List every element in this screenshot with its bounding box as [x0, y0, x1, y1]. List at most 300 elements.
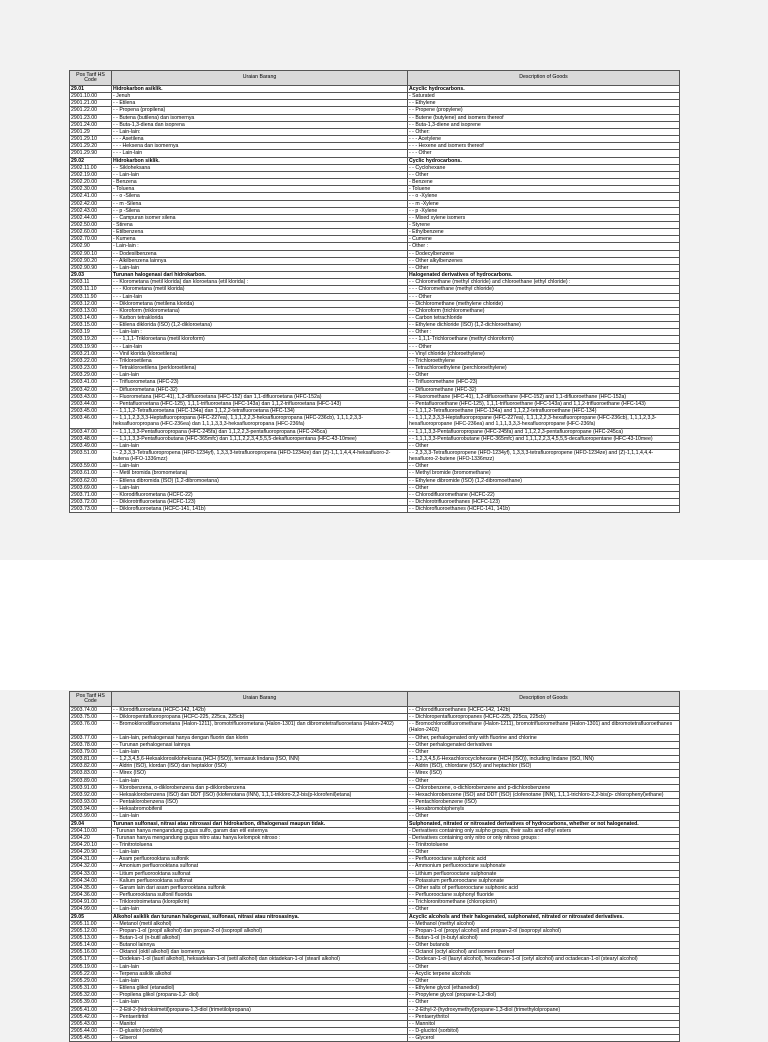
uraian-cell: Turunan halogenasi dari hidrokarbon.	[112, 272, 408, 279]
hs-code-cell: 2903.42.00	[70, 386, 112, 393]
table-row	[70, 279, 680, 286]
table-row	[70, 221, 680, 228]
table-row	[70, 734, 680, 741]
uraian-cell: - - Lain-lain	[112, 463, 408, 470]
uraian-cell: - - Lain-lain	[112, 171, 408, 178]
description-cell: - - Other perhalogenated derivatives	[408, 741, 680, 748]
uraian-cell: - - Alkilbenzena lainnya	[112, 257, 408, 264]
table-row	[70, 157, 680, 164]
table-row	[70, 477, 680, 484]
hs-code-cell: 2902.19.00	[70, 171, 112, 178]
uraian-cell: - Jenuh	[112, 93, 408, 100]
table-row	[70, 813, 680, 820]
table-row	[70, 1013, 680, 1020]
table-row	[70, 86, 680, 93]
table-row	[70, 741, 680, 748]
table-row	[70, 150, 680, 157]
hs-code-cell: 2903.69.00	[70, 484, 112, 491]
hs-code-cell: 2902.90	[70, 243, 112, 250]
uraian-cell: Alkohol asiklik dan turunan halogenasi, sulfonasi, nitrasi atau nitrosasinya.	[112, 913, 408, 920]
uraian-cell: - - Fluorometana (HFC-41), 1,2-difluoroetana (HFC-152) dan 1,1-difluoroetana (HFC-152a)	[112, 393, 408, 400]
table-row	[70, 442, 680, 449]
hs-code-cell: 2905.14.00	[70, 942, 112, 949]
table-row	[70, 93, 680, 100]
description-cell: - - - Other	[408, 293, 680, 300]
hs-code-cell: 2902.30.00	[70, 186, 112, 193]
uraian-cell: - - Klorometana (metil klorida) dan kloroetana (etil klorida) :	[112, 279, 408, 286]
table-row	[70, 756, 680, 763]
uraian-cell: - - - Lain-lain	[112, 293, 408, 300]
uraian-cell: - - Dikloropentafluoropropana (HCFC-225, 225ca, 225cb)	[112, 714, 408, 721]
hs-code-cell: 29.04	[70, 820, 112, 827]
description-cell: - - Trichloronitromethane (chloropicrin)	[408, 899, 680, 906]
uraian-cell: - - Litium perfluorooktana sulfonat	[112, 870, 408, 877]
hs-code-cell: 2901.29.90	[70, 150, 112, 157]
table-row	[70, 164, 680, 171]
uraian-cell: - - - Lain-lain	[112, 343, 408, 350]
description-cell: - - Acyclic terpene alcohols	[408, 970, 680, 977]
uraian-cell: - - Lain-lain :	[112, 329, 408, 336]
uraian-cell: - - 2-Etil-2-(hidroksimetil)propana-1,3-diol (trimetilolpropana)	[112, 1006, 408, 1013]
table-row	[70, 329, 680, 336]
hs-code-cell: 2903.83.00	[70, 770, 112, 777]
description-cell: - - 1,1,1,2,3,3,3-Heptafluoropropane (HFC-227ea), 1,1,1,2,2,3-hexafluoropropane (HFC-236cb), 1,1,1,2,3,3-hexafluoropropane (HFC-236ea) and 1,1,1,3,3,3-hexafluoropropane (HFC-236fa)	[408, 415, 680, 428]
uraian-cell: - - o -Silena	[112, 193, 408, 200]
description-cell: - - Chlorodifluoroethanes (HCFC-142, 142b)	[408, 707, 680, 714]
hs-code-cell: 2903.77.00	[70, 734, 112, 741]
table-row	[70, 841, 680, 848]
hs-code-cell: 2905.32.00	[70, 992, 112, 999]
description-cell: - - Pentafluoroethane (HFC-125), 1,1,1-trifluoroethane (HFC-143a) and 1,1,2-trifluoroethane (HFC-143)	[408, 400, 680, 407]
table-row	[70, 386, 680, 393]
table-row	[70, 870, 680, 877]
description-cell: - Toluene	[408, 186, 680, 193]
description-cell: - - Other	[408, 777, 680, 784]
table-row	[70, 992, 680, 999]
description-cell: - - Other	[408, 372, 680, 379]
uraian-cell: - - Diklorofluoroetana (HCFC-141, 141b)	[112, 506, 408, 513]
description-cell: - - Aldrin (ISO), chlordane (ISO) and heptachlor (ISO)	[408, 763, 680, 770]
tariff-table-page-2	[69, 691, 680, 1042]
uraian-cell: - - - Lain-lain	[112, 150, 408, 157]
hs-code-cell: 2904.20.90	[70, 849, 112, 856]
description-cell: - - Mirex (ISO)	[408, 770, 680, 777]
table-row	[70, 449, 680, 462]
table-row	[70, 784, 680, 791]
hs-code-cell: 2903.41.00	[70, 379, 112, 386]
uraian-cell: Hidrokarbon siklik.	[112, 157, 408, 164]
hs-code-cell: 2901.24.00	[70, 121, 112, 128]
uraian-cell: - - D-glusitol (sorbitol)	[112, 1028, 408, 1035]
table-row	[70, 892, 680, 899]
description-cell: - - Other butanols	[408, 942, 680, 949]
description-cell: - - Potassium perfluorooctane sulphonate	[408, 877, 680, 884]
table-row	[70, 935, 680, 942]
table-row	[70, 357, 680, 364]
table-row	[70, 114, 680, 121]
description-cell: - - Trichloroethylene	[408, 357, 680, 364]
table-row	[70, 470, 680, 477]
uraian-cell: - - - Asetilena	[112, 136, 408, 143]
uraian-cell: - - Garam lain dari asam perfluorooktana sulfonik	[112, 884, 408, 891]
hs-code-cell: 2902.11.00	[70, 164, 112, 171]
hs-code-cell: 2902.90.10	[70, 250, 112, 257]
description-cell: - Saturated	[408, 93, 680, 100]
description-cell: - - Other salts of perfluorooctane sulphonic acid	[408, 884, 680, 891]
uraian-cell: - - Lain-lain	[112, 442, 408, 449]
description-cell: - - - Hexene and isomers thereof	[408, 143, 680, 150]
hs-code-cell: 2905.44.00	[70, 1028, 112, 1035]
description-cell: - - Chloromethane (methyl chloride) and chloroethane (ethyl chloride) :	[408, 279, 680, 286]
hs-code-cell: 2902.20.00	[70, 179, 112, 186]
hs-code-cell: 29.03	[70, 272, 112, 279]
table-row	[70, 179, 680, 186]
hs-code-cell: 2902.43.00	[70, 207, 112, 214]
table-row	[70, 906, 680, 913]
uraian-cell: - - Vinil klorida (kloroetilena)	[112, 350, 408, 357]
table-row	[70, 315, 680, 322]
description-cell: - - Methanol (methyl alcohol)	[408, 920, 680, 927]
description-cell: - - Trinitrotoluene	[408, 841, 680, 848]
table-row	[70, 300, 680, 307]
uraian-cell: - - Butena (butilena) dan isomernya	[112, 114, 408, 121]
hs-code-cell: 2905.42.00	[70, 1013, 112, 1020]
hs-code-cell: 2903.48.00	[70, 435, 112, 442]
table-row	[70, 1006, 680, 1013]
description-cell: - - 1,1,1,3,3-Pentafluorobutane (HFC-365mfc) and 1,1,1,2,2,3,4,5,5,5-decafluoropentane (HFC-43-10mee)	[408, 435, 680, 442]
hs-code-cell: 2903.89.00	[70, 777, 112, 784]
table-row	[70, 777, 680, 784]
uraian-cell: - - Klorobenzena, o-diklorobenzena dan p-diklorobenzena	[112, 784, 408, 791]
table-row	[70, 1035, 680, 1042]
hs-code-cell: 2903.94.00	[70, 806, 112, 813]
uraian-cell: - - p -Silena	[112, 207, 408, 214]
description-cell: - - Methyl bromide (bromomethane)	[408, 470, 680, 477]
description-cell: - - 2-Ethyl-2-(hydroxymethyl)propane-1,3-diol (trimethylolpropane)	[408, 1006, 680, 1013]
uraian-cell: - Turunan hanya mengandung gugus nitro atau hanya kelompok nitroso :	[112, 834, 408, 841]
uraian-cell: - - Pentafluoroetana (HFC-125), 1,1,1-trifluoroetana (HFC-143a) dan 1,1,2-trifluoroetana (HFC-143)	[112, 400, 408, 407]
table-row	[70, 877, 680, 884]
table-row	[70, 956, 680, 963]
table-row	[70, 748, 680, 755]
description-cell: - - Other :	[408, 329, 680, 336]
uraian-cell: - - Pentaeritritol	[112, 1013, 408, 1020]
uraian-cell: - - - 1,1,1-Trikloroetana (metil kloroform)	[112, 336, 408, 343]
hs-code-cell: 2905.13.00	[70, 935, 112, 942]
uraian-cell: - - Lain-lain	[112, 372, 408, 379]
hs-code-cell: 2903.19	[70, 329, 112, 336]
hs-code-cell: 2903.19.90	[70, 343, 112, 350]
table-row	[70, 463, 680, 470]
table-row	[70, 721, 680, 734]
table-row	[70, 499, 680, 506]
uraian-cell: - - 1,1,1,3,3-Pentafluorobutana (HFC-365mfc) dan 1,1,1,2,2,3,4,5,5,5-dekafluoropentana (HFC-43-10mee)	[112, 435, 408, 442]
description-cell: - - - Chloromethane (methyl chloride)	[408, 286, 680, 293]
uraian-cell: - - Karbon tetraklorida	[112, 315, 408, 322]
description-cell: - Other :	[408, 243, 680, 250]
description-cell: - - Other	[408, 849, 680, 856]
uraian-cell: - - Bromoklorodifluorometana (Halon-1211), bromotrifluorometana (Halon-1301) dan dibromotetrafluoroetana (Halon-2402)	[112, 721, 408, 734]
description-cell: - - Other	[408, 963, 680, 970]
hs-code-cell: 2903.29.00	[70, 372, 112, 379]
table-row	[70, 264, 680, 271]
description-cell: Cyclic hydrocarbons.	[408, 157, 680, 164]
table-row	[70, 863, 680, 870]
table-row	[70, 506, 680, 513]
table-row	[70, 856, 680, 863]
description-cell: - - Other alkylbenzenes	[408, 257, 680, 264]
table-row	[70, 393, 680, 400]
hs-code-cell: 2904.33.00	[70, 870, 112, 877]
hs-code-cell: 2905.29.00	[70, 977, 112, 984]
uraian-cell: - - Lain-lain	[112, 977, 408, 984]
table-row	[70, 435, 680, 442]
description-cell: - - Butan-1-ol (n-butyl alcohol)	[408, 935, 680, 942]
table-row	[70, 121, 680, 128]
description-cell: - - Octanol (octyl alcohol) and isomers thereof	[408, 949, 680, 956]
table-row	[70, 820, 680, 827]
table-row	[70, 791, 680, 798]
description-cell: - - Hexachlorobenzene (ISO) and DDT (ISO) (clofenotane (INN), 1,1,1-trichloro-2,2-bis(p- chlorophenyl)ethane)	[408, 791, 680, 798]
uraian-cell: - - Lain-lain	[112, 484, 408, 491]
uraian-cell: - - Pentaklorobenzena (ISO)	[112, 799, 408, 806]
uraian-cell: - - Lain-lain	[112, 264, 408, 271]
table-row	[70, 942, 680, 949]
table-row	[70, 799, 680, 806]
uraian-cell: - - Campuran isomer silena	[112, 214, 408, 221]
hs-code-cell: 2903.46.00	[70, 415, 112, 428]
uraian-cell: Turunan sulfonasi, nitrasi atau nitrosasi dari hidrokarbon, dihalogenasi maupun tidak.	[112, 820, 408, 827]
table-row	[70, 806, 680, 813]
uraian-cell: - - Asam perfluorooktana sulfonik	[112, 856, 408, 863]
description-cell: - - Propan-1-ol (propyl alcohol) and propan-2-ol (isopropyl alcohol)	[408, 927, 680, 934]
description-cell: - - Difluoromethane (HFC-32)	[408, 386, 680, 393]
uraian-cell: - - Difluorometana (HFC-32)	[112, 386, 408, 393]
table-row	[70, 322, 680, 329]
description-cell: - - Chlorodifluoromethane (HCFC-22)	[408, 491, 680, 498]
table-row	[70, 849, 680, 856]
table-row	[70, 1028, 680, 1035]
hs-code-cell: 2903.13.00	[70, 307, 112, 314]
uraian-cell: - - Amonium perfluorooktana sulfonat	[112, 863, 408, 870]
hs-code-cell: 2905.12.00	[70, 927, 112, 934]
description-cell: - - Other	[408, 748, 680, 755]
description-cell: - - o -Xylene	[408, 193, 680, 200]
table-row	[70, 257, 680, 264]
uraian-cell: - - Triklorotroimetana (kloropikrin)	[112, 899, 408, 906]
hs-code-cell: 2905.39.00	[70, 999, 112, 1006]
description-cell: - - Perfluorooctane sulphonic acid	[408, 856, 680, 863]
description-cell: - - Propylene glycol (propane-1,2-diol)	[408, 992, 680, 999]
uraian-cell: - - 1,1,1,2,3,3,3-Heptafluoropropana (HFC-227ea), 1,1,1,2,2,3-heksafluoropropana (HFC-236cb), 1,1,1,2,3,3-heksafluoropropana (HFC-236ea) dan 1,1,1,3,3,3-heksafluoropropana (HFC-236fa)	[112, 415, 408, 428]
hs-code-cell: 2903.11	[70, 279, 112, 286]
hs-code-cell: 2905.16.00	[70, 949, 112, 956]
hs-code-cell: 2901.22.00	[70, 107, 112, 114]
hs-code-cell: 2904.32.00	[70, 863, 112, 870]
hs-code-cell: 2904.91.00	[70, 899, 112, 906]
table-row	[70, 763, 680, 770]
hs-code-cell: 2904.20.10	[70, 841, 112, 848]
description-cell: - - Pentachlorobenzene (ISO)	[408, 799, 680, 806]
description-cell: Halogenated derivatives of hydrocarbons.	[408, 272, 680, 279]
hs-code-cell: 2903.71.00	[70, 491, 112, 498]
description-cell: - - Ethylene dichloride (ISO) (1,2-dichloroethane)	[408, 322, 680, 329]
uraian-cell: - - Etilena	[112, 100, 408, 107]
hs-code-cell: 2903.72.00	[70, 499, 112, 506]
table-row	[70, 365, 680, 372]
hs-code-cell: 2903.43.00	[70, 393, 112, 400]
table-row	[70, 136, 680, 143]
description-cell: - - Other	[408, 463, 680, 470]
uraian-cell: - - Etilena dibromida (ISO) (1,2-dibromoetana)	[112, 477, 408, 484]
uraian-cell: - - 1,2,3,4,5,6-Heksaklorosikloheksana (HCH (ISO)), termasuk lindana (ISO, INN)	[112, 756, 408, 763]
description-cell: - - Other	[408, 264, 680, 271]
hs-code-cell: 2901.23.00	[70, 114, 112, 121]
uraian-cell: - - Butan-1-ol (n-butil alkohol)	[112, 935, 408, 942]
hs-code-cell: 2905.17.00	[70, 956, 112, 963]
table-row	[70, 484, 680, 491]
table-row	[70, 949, 680, 956]
hs-code-cell: 2901.29.10	[70, 136, 112, 143]
table-row	[70, 100, 680, 107]
description-cell: - - Bromochlorodifluoromethane (Halon-1211), bromotrifluoromethane (Halon-1301) and dibromotetrafluoroethanes (Halon-2402)	[408, 721, 680, 734]
uraian-cell: - - Trifluorometana (HFC-23)	[112, 379, 408, 386]
description-cell: - - 1,2,3,4,5,6-Hexachlorocyclohexane (HCH (ISO)), including lindane (ISO, INN)	[408, 756, 680, 763]
hs-code-cell: 2903.44.00	[70, 400, 112, 407]
uraian-cell: - - Manitol	[112, 1020, 408, 1027]
description-cell: - - m -Xylene	[408, 200, 680, 207]
hs-code-cell: 2904.35.00	[70, 884, 112, 891]
hs-code-cell: 2904.10.00	[70, 827, 112, 834]
table-row	[70, 920, 680, 927]
table-row	[70, 834, 680, 841]
table-row	[70, 236, 680, 243]
hs-code-cell: 2903.73.00	[70, 506, 112, 513]
description-cell: - - Fluoromethane (HFC-41), 1,2-difluoroethane (HFC-152) and 1,1-difluoroethane (HFC-152a)	[408, 393, 680, 400]
table-row	[70, 207, 680, 214]
description-cell: - - Dichloromethane (methylene chloride)	[408, 300, 680, 307]
description-cell: - - Other	[408, 442, 680, 449]
uraian-cell: - - Etilena glikol (etanadiol)	[112, 985, 408, 992]
description-cell: - - Mixed xylene isomers	[408, 214, 680, 221]
hs-code-cell: 2903.74.00	[70, 707, 112, 714]
uraian-cell: - Toluena	[112, 186, 408, 193]
uraian-cell: - - Metanol (metil alkohol)	[112, 920, 408, 927]
hs-code-cell: 2902.42.00	[70, 200, 112, 207]
hs-code-cell: 2904.20	[70, 834, 112, 841]
table-row	[70, 171, 680, 178]
description-cell: - Ethylbenzene	[408, 229, 680, 236]
uraian-cell: - - Mirex (ISO)	[112, 770, 408, 777]
table-row	[70, 491, 680, 498]
header-description-of-goods: Description of Goods	[408, 692, 680, 707]
description-cell: - - Vinyl chloride (chloroethylene)	[408, 350, 680, 357]
uraian-cell: Hidrokarbon asiklik.	[112, 86, 408, 93]
table-row	[70, 999, 680, 1006]
uraian-cell: - - Buta-1,3-diena dan isoprena	[112, 121, 408, 128]
uraian-cell: - - Klorodifluoroetana (HCFC-142, 142b)	[112, 707, 408, 714]
uraian-cell: - - Trikloroetilena	[112, 357, 408, 364]
hs-code-cell: 2903.49.00	[70, 442, 112, 449]
hs-code-cell: 2903.75.00	[70, 714, 112, 721]
uraian-cell: - - Oktanol (oktil alkohol) dan isomernya	[112, 949, 408, 956]
uraian-cell: - - Lain-lain:	[112, 128, 408, 135]
hs-code-cell: 2902.70.00	[70, 236, 112, 243]
hs-code-cell: 29.01	[70, 86, 112, 93]
hs-code-cell: 2903.93.00	[70, 799, 112, 806]
description-cell: - Cumene	[408, 236, 680, 243]
uraian-cell: - - Propan-1-ol (propil alkohol) dan propan-2-ol (isopropil alkohol)	[112, 927, 408, 934]
uraian-cell: - - Kloroform (triklorometana)	[112, 307, 408, 314]
description-cell: Acyclic alcohols and their halogenated, sulphonated, nitrated or nitrosated derivatives.	[408, 913, 680, 920]
hs-code-cell: 2904.99.00	[70, 906, 112, 913]
table-row	[70, 214, 680, 221]
table-row	[70, 970, 680, 977]
description-cell: - - D-glucitol (sorbitol)	[408, 1028, 680, 1035]
table-row	[70, 229, 680, 236]
hs-code-cell: 2903.99.00	[70, 813, 112, 820]
uraian-cell: - - Propena (propilena)	[112, 107, 408, 114]
hs-code-cell: 29.02	[70, 157, 112, 164]
hs-code-cell: 2903.79.00	[70, 748, 112, 755]
hs-code-cell: 2903.92.00	[70, 791, 112, 798]
uraian-cell: - - Butanol lainnya	[112, 942, 408, 949]
table-row	[70, 336, 680, 343]
hs-code-cell: 2903.47.00	[70, 428, 112, 435]
description-cell: - - - Other	[408, 150, 680, 157]
description-cell: - - Other, perhalogenated only with fluorine and chlorine	[408, 734, 680, 741]
hs-code-cell: 2902.90.20	[70, 257, 112, 264]
hs-code-cell: 2901.29.20	[70, 143, 112, 150]
description-cell: - - Dichloropentafluoropropanes (HCFC-225, 225ca, 225cb)	[408, 714, 680, 721]
uraian-cell: - - 1,1,1,3,3-Pentafluoropropana (HFC-245fa) dan 1,1,2,2,3-pentafluoropropana (HFC-245ca)	[112, 428, 408, 435]
table-row	[70, 143, 680, 150]
uraian-cell: - - Trinitrotoluena	[112, 841, 408, 848]
hs-code-cell: 2903.51.00	[70, 449, 112, 462]
description-cell: - - Chlorobenzene, o-dichlorobenzene and p-dichlorobenzene	[408, 784, 680, 791]
description-cell: - Styrene	[408, 221, 680, 228]
tariff-table-page-1	[69, 70, 680, 513]
hs-code-cell: 2903.11.10	[70, 286, 112, 293]
hs-code-cell: 2903.61.00	[70, 470, 112, 477]
uraian-cell: - - Heksabromobifenil	[112, 806, 408, 813]
table-row	[70, 193, 680, 200]
hs-code-cell: 2904.31.00	[70, 856, 112, 863]
uraian-cell: - Etilbenzena	[112, 229, 408, 236]
description-cell: - - Other	[408, 906, 680, 913]
description-cell: Acyclic hydrocarbons.	[408, 86, 680, 93]
uraian-cell: - - Dodesilbenzena	[112, 250, 408, 257]
uraian-cell: - - Perfluorooktana sulfonil fluorida	[112, 892, 408, 899]
description-cell: - - Glycerol	[408, 1035, 680, 1042]
uraian-cell: - Lain-lain :	[112, 243, 408, 250]
description-cell: - - 1,1,1,2-Tetrafluoroethane (HFC-134a) and 1,1,2,2-tetrafluoroethane (HFC-134)	[408, 408, 680, 415]
hs-code-cell: 2905.43.00	[70, 1020, 112, 1027]
hs-code-cell: 2905.11.00	[70, 920, 112, 927]
hs-code-cell: 2901.29	[70, 128, 112, 135]
hs-code-cell: 2903.15.00	[70, 322, 112, 329]
description-cell: - - - Acetylene	[408, 136, 680, 143]
page-gap	[0, 560, 768, 690]
hs-code-cell: 2903.12.00	[70, 300, 112, 307]
uraian-cell: - - Sikloheksana	[112, 164, 408, 171]
table-row	[70, 272, 680, 279]
header-uraian-barang: Uraian Barang	[112, 692, 408, 707]
hs-code-cell: 2903.81.00	[70, 756, 112, 763]
table-row	[70, 372, 680, 379]
uraian-cell: - - Turunan perhalogenasi lainnya	[112, 741, 408, 748]
description-cell: - - Other	[408, 484, 680, 491]
